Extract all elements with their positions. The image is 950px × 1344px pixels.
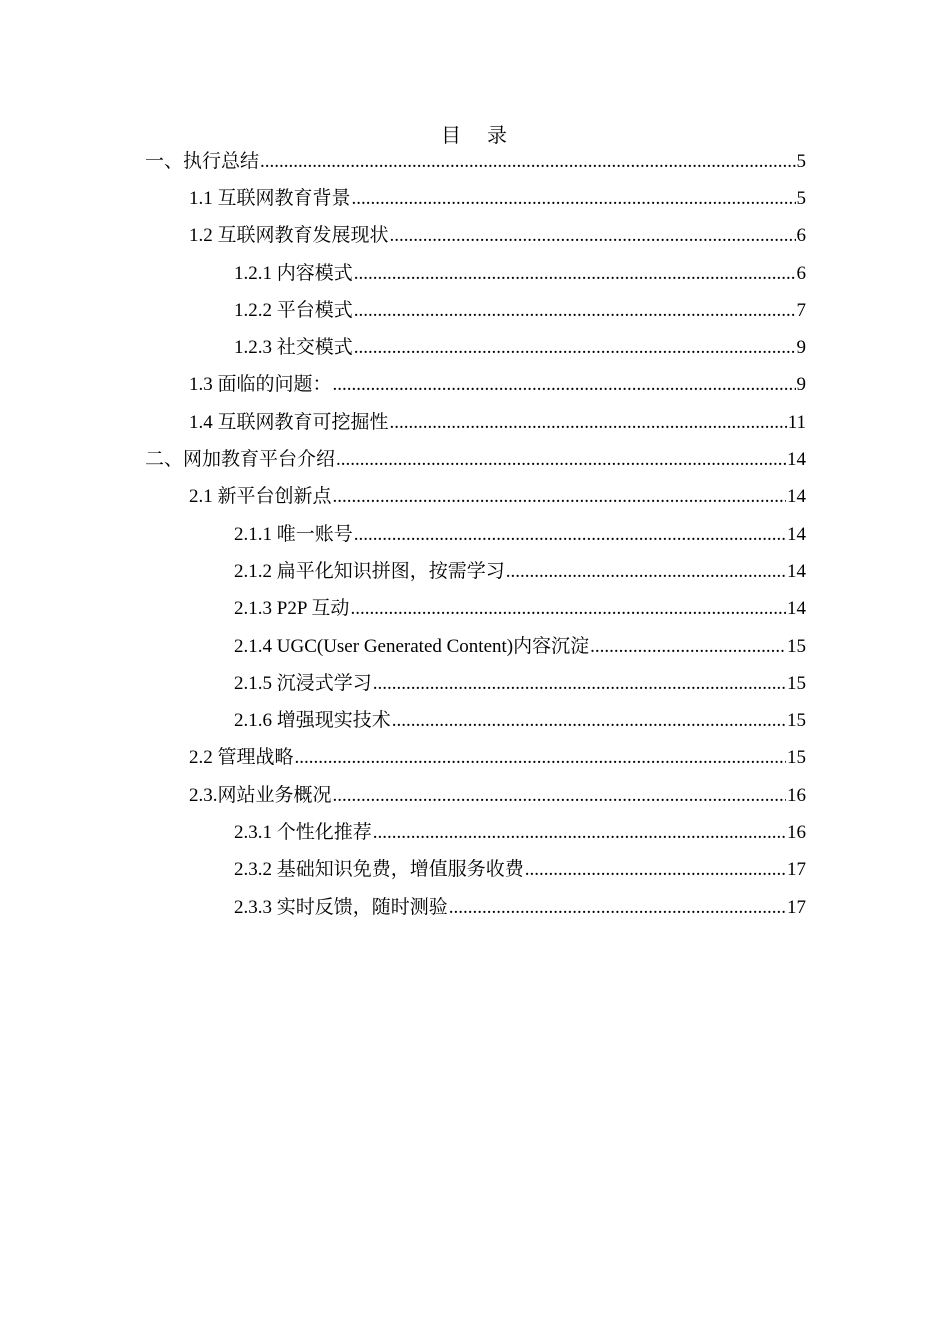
toc-page-number: 9	[796, 337, 806, 359]
toc-entry[interactable]	[0, 889, 950, 926]
toc-dot-leader	[390, 411, 787, 435]
toc-entry-label[interactable]: 1.2 互联网教育发展现状	[189, 225, 389, 247]
toc-entry[interactable]	[0, 852, 950, 889]
toc-entry[interactable]	[0, 367, 950, 404]
toc-dot-leader	[336, 448, 786, 472]
toc-dot-leader	[449, 896, 786, 920]
toc-page-number: 11	[787, 411, 806, 433]
toc-entry[interactable]	[0, 255, 950, 292]
toc-page-number: 14	[787, 598, 806, 620]
toc-dot-leader	[392, 709, 786, 733]
toc-list	[0, 143, 950, 926]
toc-entry-label[interactable]: 2.1 新平台创新点	[189, 486, 332, 508]
toc-entry-label[interactable]: 1.1 互联网教育背景	[189, 187, 351, 209]
toc-entry-label[interactable]: 二、网加教育平台介绍	[145, 449, 336, 471]
toc-entry-label[interactable]: 2.1.2 扁平化知识拼图，按需学习	[234, 560, 505, 582]
toc-dot-leader	[506, 560, 786, 584]
toc-page-number: 14	[787, 560, 806, 582]
toc-entry[interactable]	[0, 777, 950, 814]
toc-entry[interactable]	[0, 292, 950, 329]
toc-page-number: 15	[787, 672, 806, 694]
toc-entry-label[interactable]: 1.3 面临的问题：	[189, 374, 332, 396]
toc-entry-label[interactable]: 2.2 管理战略	[189, 747, 294, 769]
toc-dot-leader	[295, 746, 786, 770]
toc-dot-leader	[354, 336, 796, 360]
toc-entry-label[interactable]: 一、执行总结	[145, 150, 260, 172]
toc-page-number: 17	[787, 896, 806, 918]
toc-entry[interactable]	[0, 591, 950, 628]
toc-entry-label[interactable]: 2.3.网站业务概况	[189, 784, 332, 806]
toc-entry-label[interactable]: 1.2.1 内容模式	[234, 262, 353, 284]
toc-dot-leader	[373, 672, 786, 696]
toc-dot-leader	[354, 299, 796, 323]
toc-entry[interactable]	[0, 329, 950, 366]
toc-entry[interactable]	[0, 143, 950, 180]
toc-dot-leader	[333, 373, 796, 397]
toc-entry[interactable]	[0, 441, 950, 478]
toc-entry-label[interactable]: 2.1.5 沉浸式学习	[234, 672, 372, 694]
toc-dot-leader	[354, 523, 786, 547]
toc-dot-leader	[350, 597, 786, 621]
toc-entry-label[interactable]: 2.3.2 基础知识免费，增值服务收费	[234, 859, 524, 881]
toc-dot-leader	[354, 262, 796, 286]
toc-entry-label[interactable]: 2.3.3 实时反馈，随时测验	[234, 896, 448, 918]
toc-page-number: 16	[787, 784, 806, 806]
toc-entry[interactable]	[0, 404, 950, 441]
toc-dot-leader	[333, 485, 786, 509]
toc-dot-leader	[525, 858, 786, 882]
toc-entry-label[interactable]: 2.3.1 个性化推荐	[234, 821, 372, 843]
toc-entry[interactable]	[0, 479, 950, 516]
toc-page-number: 14	[787, 449, 806, 471]
toc-dot-leader	[333, 784, 786, 808]
toc-entry[interactable]	[0, 553, 950, 590]
toc-page-number: 5	[796, 187, 806, 209]
toc-entry[interactable]	[0, 740, 950, 777]
toc-entry[interactable]	[0, 814, 950, 851]
toc-page-number: 6	[796, 225, 806, 247]
toc-page-number: 9	[796, 374, 806, 396]
toc-page-number: 6	[796, 262, 806, 284]
toc-page-number: 15	[787, 747, 806, 769]
toc-entry-label[interactable]: 1.2.3 社交模式	[234, 337, 353, 359]
toc-dot-leader	[260, 150, 795, 174]
toc-entry-label[interactable]: 2.1.3 P2P 互动	[234, 598, 350, 620]
toc-title-char-1: 目	[441, 125, 463, 147]
toc-entry[interactable]	[0, 218, 950, 255]
toc-dot-leader	[590, 635, 786, 659]
toc-page-number: 5	[796, 150, 806, 172]
toc-page-number: 7	[796, 299, 806, 321]
toc-dot-leader	[352, 187, 796, 211]
toc-dot-leader	[373, 821, 786, 845]
toc-page-number: 15	[787, 710, 806, 732]
toc-entry-label[interactable]: 1.4 互联网教育可挖掘性	[189, 411, 389, 433]
toc-entry-label[interactable]: 2.1.4 UGC(User Generated Content)内容沉淀	[234, 635, 590, 657]
toc-entry-label[interactable]: 2.1.1 唯一账号	[234, 523, 353, 545]
toc-entry[interactable]	[0, 702, 950, 739]
toc-entry-label[interactable]: 1.2.2 平台模式	[234, 299, 353, 321]
toc-page-number: 16	[787, 821, 806, 843]
toc-page-number: 15	[787, 635, 806, 657]
toc-page-number: 17	[787, 859, 806, 881]
toc-entry[interactable]	[0, 180, 950, 217]
toc-entry[interactable]	[0, 628, 950, 665]
toc-entry[interactable]	[0, 516, 950, 553]
toc-page-number: 14	[787, 523, 806, 545]
toc-entry[interactable]	[0, 665, 950, 702]
toc-title-char-2: 录	[487, 125, 509, 147]
toc-page-number: 14	[787, 486, 806, 508]
toc-dot-leader	[390, 224, 796, 248]
toc-entry-label[interactable]: 2.1.6 增强现实技术	[234, 710, 391, 732]
